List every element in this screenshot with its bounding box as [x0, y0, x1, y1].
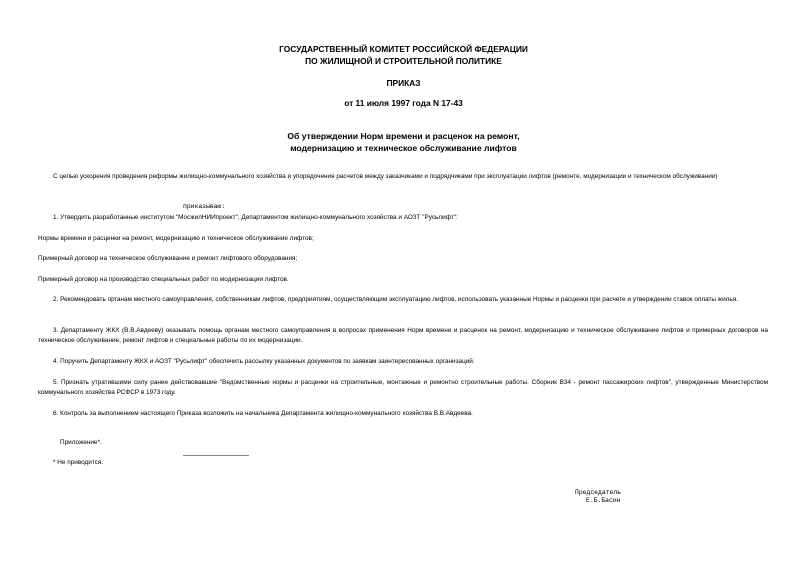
doc-type: ПРИКАЗ: [386, 78, 421, 88]
doc-title-line-2: модернизацию и техническое обслуживание лифтов: [290, 143, 517, 153]
signature-name: Е.Б.Басин: [586, 497, 621, 504]
item-1-service-contract: Примерный договор на техническое обслуживание и ремонт лифтового оборудования;: [38, 255, 298, 262]
appendix-label: Приложение*.: [60, 439, 102, 446]
item-1-norms: Нормы времени и расценки на ремонт, модернизацию и техническое обслуживание лифтов;: [38, 235, 314, 242]
item-1: 1. Утвердить разработанные институтом "МосжилНИИпроект", Департаментом жилищно-коммунального хозяйства и АОЗТ "Русьлифт":: [53, 214, 458, 221]
org-name-line-2: ПО ЖИЛИЩНОЙ И СТРОИТЕЛЬНОЙ ПОЛИТИКЕ: [305, 56, 502, 66]
preamble-paragraph: С целью ускорения проведения реформы жилищно-коммунального хозяйства и упорядочения расчетов между заказчиками и подрядчиками при эксплуатации лифтов (ремонте, модернизации и техническом обслуживании): [53, 173, 718, 180]
signature-role: Председатель: [575, 489, 622, 496]
item-3: 3. Департаменту ЖКХ (В.В.Авдееву) оказывать помощь органам местного самоуправления в вопросах применения Норм времени и расценок на ремонт, модернизацию и техническое обслуживание лифтов и примерных договоров на техническое обслуживание, ремонт лифтов и специальные работы по их модернизации.: [38, 327, 768, 344]
footnote-divider: [183, 455, 249, 456]
item-4: 4. Поручить Департаменту ЖКХ и АОЗТ "Русьлифт" обеспечить рассылку указанных документов по заявкам заинтересованных организаций.: [53, 358, 475, 365]
item-1-modernization-contract: Примерный договор на производство специальных работ по модернизации лифтов.: [38, 276, 289, 283]
order-word: приказываю:: [183, 203, 226, 210]
item-2: 2. Рекомендовать органам местного самоуправления, собственникам лифтов, предприятиям, осуществляющим эксплуатацию лифтов, использовать указанные Нормы и расценки при расчете и утверждении ставок оплаты жилья.: [53, 296, 738, 303]
item-5: 5. Признать утратившими силу ранее действовавшие "Ведомственные нормы и расценки на строительные, монтажные и ремонтно строительные работы. Сборник В34 - ремонт пассажирских лифтов", утвержденные Министерством коммунального хозяйства РСФСР в 1973 году.: [38, 379, 768, 396]
appendix-footnote: * Не приводится.: [53, 459, 104, 466]
doc-title-line-1: Об утверждении Норм времени и расценок на ремонт,: [287, 131, 520, 141]
item-6: 6. Контроль за выполнением настоящего Приказа возложить на начальника Департамента жилищно-коммунального хозяйства В.В.Авдеева.: [53, 410, 473, 417]
doc-date-number: от 11 июля 1997 года N 17-43: [344, 98, 463, 108]
org-name-line-1: ГОСУДАРСТВЕННЫЙ КОМИТЕТ РОССИЙСКОЙ ФЕДЕРАЦИИ: [279, 44, 528, 54]
